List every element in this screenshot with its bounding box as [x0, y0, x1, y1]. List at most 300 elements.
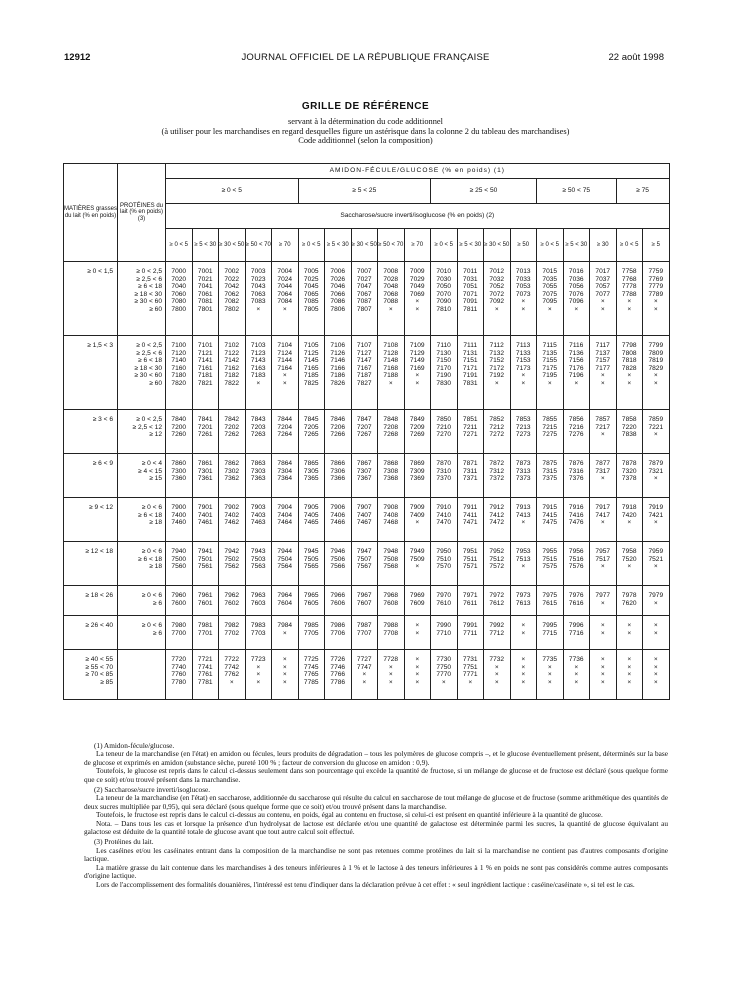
additional-code: 7176 [568, 364, 584, 372]
protein-range: ≥ 18 < 30 [134, 364, 162, 372]
additional-code: 7875 [542, 460, 558, 467]
additional-code: 7466 [330, 519, 346, 527]
additional-code: 7401 [197, 511, 213, 519]
document-subtitle [0, 117, 731, 146]
additional-code: 7727 [356, 656, 372, 663]
additional-code: 7811 [463, 305, 478, 313]
fat-range: ≥ 0 < 1,5 [87, 268, 113, 275]
additional-code: 7167 [356, 364, 372, 372]
additional-code: 7302 [224, 467, 240, 475]
additional-code: 7275 [542, 431, 558, 439]
additional-code: 7081 [197, 298, 213, 306]
additional-code: 7048 [383, 283, 399, 291]
additional-code: 7948 [383, 548, 399, 555]
code-cell [457, 586, 484, 616]
code-cell [616, 336, 643, 410]
additional-code: × [229, 678, 234, 686]
additional-code: 7992 [489, 622, 505, 629]
additional-code: 7842 [224, 416, 240, 423]
footnotes [84, 740, 668, 889]
additional-code: × [600, 372, 605, 380]
protein-range-cell [118, 650, 166, 700]
code-cell [298, 336, 325, 410]
code-cell [616, 454, 643, 498]
additional-code: 7565 [303, 563, 319, 571]
additional-code: × [415, 305, 420, 313]
additional-code: 7857 [595, 416, 611, 423]
additional-code: 7125 [303, 349, 319, 357]
protein-range-cell [118, 498, 166, 542]
additional-code: 7826 [330, 379, 346, 387]
additional-code: 7789 [648, 290, 664, 298]
additional-code: 7845 [303, 416, 319, 423]
fat-range-cell [64, 586, 118, 616]
additional-code: 7805 [303, 305, 319, 313]
additional-code: × [653, 379, 658, 387]
additional-code: 7311 [463, 467, 478, 475]
additional-code: 7871 [462, 460, 478, 467]
additional-code: 7127 [356, 349, 372, 357]
sucrose-range-header: ≥ 5 < 30 [563, 229, 590, 262]
additional-code: 7378 [621, 475, 637, 483]
additional-code: 7143 [250, 357, 266, 365]
additional-code: 7750 [436, 663, 452, 671]
code-cell [510, 262, 537, 336]
additional-code: 7765 [303, 671, 319, 679]
protein-range: ≥ 60 [149, 379, 162, 387]
fat-range-cell [64, 262, 118, 336]
code-cell [192, 454, 219, 498]
additional-code: 7873 [515, 460, 531, 467]
additional-code: 7956 [568, 548, 584, 555]
fat-range: ≥ 6 < 9 [92, 460, 113, 467]
additional-code: 7064 [277, 290, 293, 298]
additional-code: 7080 [171, 298, 187, 306]
sucrose-range-header: ≥ 30 < 50 [484, 229, 511, 262]
additional-code: 7561 [197, 563, 213, 571]
code-cell [166, 410, 193, 454]
additional-code: 7971 [462, 592, 478, 599]
code-cell [510, 410, 537, 454]
code-cell [245, 542, 272, 586]
additional-code: 7317 [595, 467, 611, 475]
additional-code: 7050 [436, 283, 452, 291]
footnote-paragraph: (2) Saccharose/sucre inverti/isoglucose. [94, 785, 211, 795]
fat-range: ≥ 18 < 26 [85, 592, 113, 599]
fat-range: ≥ 1,5 < 3 [87, 342, 113, 349]
additional-code: 7065 [303, 290, 319, 298]
code-cell [166, 586, 193, 616]
protein-range: ≥ 0 < 2,5 [136, 342, 162, 349]
additional-code: 7108 [383, 342, 399, 349]
code-cell [298, 498, 325, 542]
additional-code: 7769 [648, 275, 664, 283]
code-cell [219, 542, 246, 586]
code-cell [219, 454, 246, 498]
additional-code: 7760 [171, 671, 187, 679]
additional-code: × [600, 563, 605, 571]
code-cell [192, 586, 219, 616]
additional-code: × [494, 678, 499, 686]
additional-code: 7365 [303, 475, 319, 483]
code-cell [272, 336, 299, 410]
additional-code: 7978 [621, 592, 637, 599]
additional-code: × [521, 519, 526, 527]
additional-code: × [441, 678, 446, 686]
code-cell [351, 616, 378, 650]
additional-code: 7030 [436, 275, 452, 283]
code-cell [457, 410, 484, 454]
additional-code: × [653, 372, 658, 380]
additional-code: 7027 [356, 275, 372, 283]
additional-code: 7168 [383, 364, 399, 372]
additional-code: 7209 [409, 423, 425, 431]
additional-code: 7164 [277, 364, 293, 372]
additional-code: × [600, 629, 605, 637]
additional-code: 7472 [489, 519, 505, 527]
additional-code: 7972 [489, 592, 505, 599]
additional-code: 7067 [356, 290, 372, 298]
additional-code: 7613 [515, 599, 531, 607]
additional-code: 7995 [542, 622, 558, 629]
additional-code: 7601 [197, 599, 213, 607]
protein-range: ≥ 2,5 < 12 [132, 423, 162, 431]
code-cell [272, 542, 299, 586]
additional-code: 7003 [250, 268, 266, 275]
code-cell [431, 262, 458, 336]
additional-code: 7855 [542, 416, 558, 423]
additional-code: 7183 [250, 372, 266, 380]
additional-code: 7028 [383, 275, 399, 283]
additional-code: 7858 [621, 416, 637, 423]
additional-code: 7800 [171, 305, 187, 313]
sucrose-range-header: ≥ 70 [272, 229, 299, 262]
additional-code: 7822 [224, 379, 240, 387]
additional-code: 7267 [356, 431, 372, 439]
code-cell [563, 498, 590, 542]
additional-code: 7304 [277, 467, 293, 475]
additional-code: × [627, 379, 632, 387]
additional-code: 7076 [568, 290, 584, 298]
additional-code: 7407 [356, 511, 372, 519]
additional-code: 7129 [409, 349, 425, 357]
protein-range-cell [118, 336, 166, 410]
additional-code: 7904 [277, 504, 293, 511]
additional-code: 7102 [224, 342, 240, 349]
additional-code: 7140 [171, 357, 187, 365]
additional-code: 7017 [595, 268, 611, 275]
additional-code: 7026 [330, 275, 346, 283]
protein-range: ≥ 30 < 60 [134, 298, 162, 306]
additional-code: 7703 [250, 629, 266, 637]
additional-code: × [388, 305, 393, 313]
additional-code: 7360 [171, 475, 187, 483]
additional-code: 7147 [356, 357, 372, 365]
code-cell [351, 650, 378, 700]
additional-code: 7856 [568, 416, 584, 423]
additional-code: × [600, 678, 605, 686]
code-cell [404, 336, 431, 410]
additional-code: 7117 [595, 342, 610, 349]
additional-code: × [653, 678, 658, 686]
additional-code: 7120 [171, 349, 187, 357]
additional-code: 7905 [303, 504, 319, 511]
fat-range-cell [64, 336, 118, 410]
additional-code: 7975 [542, 592, 558, 599]
additional-code: 7828 [621, 364, 637, 372]
additional-code: 7603 [250, 599, 266, 607]
additional-code: 7462 [224, 519, 240, 527]
additional-code: 7177 [595, 364, 611, 372]
footnote-paragraph: La teneur de la marchandise (en l'état) en saccharose, additionnée du saccharose qui résulte du calcul en saccharose de tout mélange de glucose et de fructose (somme arithmétique des quantités de deux sucres multipliée par 0,95), qui sera déclaré (sous quelque forme que ce soit) et/ou trouvé présent dans la marchandise. [84, 793, 668, 811]
additional-code: 7510 [436, 555, 452, 563]
additional-code: 7504 [277, 555, 293, 563]
additional-code: × [653, 475, 658, 483]
code-cell [192, 498, 219, 542]
protein-range: ≥ 60 [149, 305, 162, 313]
code-cell [643, 410, 670, 454]
additional-code: 7363 [250, 475, 266, 483]
additional-code: 7747 [356, 663, 372, 671]
code-cell [510, 498, 537, 542]
code-cell [351, 410, 378, 454]
code-cell [404, 498, 431, 542]
fat-band-row [64, 586, 670, 616]
additional-code: × [547, 678, 552, 686]
additional-code: 7002 [224, 268, 240, 275]
code-cell [590, 454, 617, 498]
additional-code: 7087 [356, 298, 372, 306]
fat-range: ≥ 70 < 85 [85, 671, 113, 679]
additional-code: 7602 [224, 599, 240, 607]
additional-code: 7083 [250, 298, 266, 306]
code-cell [404, 586, 431, 616]
additional-code: 7850 [436, 416, 452, 423]
additional-code: 7066 [330, 290, 346, 298]
additional-code: 7200 [171, 423, 187, 431]
additional-code: 7979 [648, 592, 664, 599]
starch-group-header: ≥ 5 < 25 [298, 179, 431, 204]
additional-code: 7137 [595, 349, 611, 357]
fat-range: ≥ 40 < 55 [85, 656, 113, 663]
additional-code: 7610 [436, 599, 452, 607]
code-cell [378, 410, 405, 454]
additional-code: × [521, 372, 526, 380]
additional-code: 7730 [436, 656, 452, 663]
additional-code: × [627, 656, 632, 663]
additional-code: 7468 [383, 519, 399, 527]
additional-code: 7207 [356, 423, 372, 431]
code-cell [457, 616, 484, 650]
additional-code: 7967 [356, 592, 372, 599]
code-cell [457, 336, 484, 410]
additional-code: 7172 [489, 364, 505, 372]
code-cell [563, 586, 590, 616]
additional-code: 7980 [171, 622, 187, 629]
additional-code: 7217 [595, 423, 611, 431]
additional-code: 7808 [621, 349, 637, 357]
additional-code: 7308 [383, 467, 399, 475]
additional-code: 7521 [648, 555, 664, 563]
additional-code: 7908 [383, 504, 399, 511]
code-cell [510, 454, 537, 498]
additional-code: 7260 [171, 431, 187, 439]
code-cell [484, 454, 511, 498]
additional-code: 7044 [277, 283, 293, 291]
additional-code: 7968 [383, 592, 399, 599]
code-cell [431, 616, 458, 650]
sucrose-range-header: ≥ 50 < 70 [378, 229, 405, 262]
fat-band-row [64, 542, 670, 586]
additional-code: 7716 [568, 629, 584, 637]
additional-code: 7576 [568, 563, 584, 571]
additional-code: 7213 [515, 423, 531, 431]
code-cell [351, 262, 378, 336]
additional-code: 7520 [621, 555, 637, 563]
additional-code: 7982 [224, 622, 240, 629]
additional-code: × [547, 663, 552, 671]
additional-code: 7305 [303, 467, 319, 475]
additional-code: 7092 [489, 298, 505, 306]
additional-code: 7088 [383, 298, 399, 306]
additional-code: 7505 [303, 555, 319, 563]
additional-code: × [362, 671, 367, 679]
additional-code: 7376 [568, 475, 584, 483]
additional-code: 7973 [515, 592, 531, 599]
additional-code: × [547, 671, 552, 679]
additional-code: 7944 [277, 548, 293, 555]
additional-code: 7007 [356, 268, 372, 275]
additional-code: 7149 [409, 357, 425, 365]
code-cell [484, 498, 511, 542]
additional-code: × [600, 663, 605, 671]
protein-range-cell [118, 454, 166, 498]
additional-code: × [521, 298, 526, 306]
additional-code: 7104 [277, 342, 293, 349]
additional-code: × [521, 379, 526, 387]
code-cell [431, 586, 458, 616]
additional-code: × [521, 671, 526, 679]
additional-code: 7171 [462, 364, 478, 372]
code-cell [378, 616, 405, 650]
additional-code: 7086 [330, 298, 346, 306]
code-cell [351, 336, 378, 410]
additional-code: × [653, 431, 658, 439]
additional-code: 7847 [356, 416, 372, 423]
code-cell [404, 650, 431, 700]
sucrose-range-header: ≥ 50 < 70 [245, 229, 272, 262]
code-cell [616, 498, 643, 542]
additional-code: × [653, 671, 658, 679]
additional-code: × [600, 622, 605, 629]
additional-code: × [627, 663, 632, 671]
additional-code: 7848 [383, 416, 399, 423]
additional-code: 7409 [409, 511, 425, 519]
additional-code: 7009 [409, 268, 425, 275]
additional-code: × [282, 372, 287, 380]
additional-code: 7877 [595, 460, 611, 467]
sucrose-range-header: ≥ 0 < 5 [616, 229, 643, 262]
code-cell [166, 542, 193, 586]
additional-code: 7367 [356, 475, 372, 483]
additional-code: 7843 [250, 416, 266, 423]
fat-range: ≥ 55 < 70 [85, 663, 113, 671]
additional-code: × [282, 678, 287, 686]
additional-code: 7113 [516, 342, 531, 349]
additional-code: 7863 [250, 460, 266, 467]
code-cell [537, 650, 564, 700]
additional-code: 7165 [303, 364, 319, 372]
protein-range: ≥ 18 [149, 519, 162, 527]
additional-code: × [282, 656, 287, 663]
additional-code: 7507 [356, 555, 372, 563]
additional-code: 7091 [462, 298, 478, 306]
additional-code: 7872 [489, 460, 505, 467]
additional-code: 7606 [330, 599, 346, 607]
additional-code: × [282, 305, 287, 313]
additional-code: 7128 [383, 349, 399, 357]
additional-code: × [388, 379, 393, 387]
protein-range: ≥ 6 [152, 599, 162, 607]
additional-code: 7846 [330, 416, 346, 423]
additional-code: 7849 [409, 416, 425, 423]
additional-code: × [415, 629, 420, 637]
code-cell [510, 542, 537, 586]
additional-code: 7700 [171, 629, 187, 637]
protein-range: ≥ 15 [149, 475, 162, 483]
additional-code: 7570 [436, 563, 452, 571]
additional-code: × [547, 305, 552, 313]
additional-code: 7909 [409, 504, 425, 511]
code-cell [272, 410, 299, 454]
additional-code: 7759 [648, 268, 664, 275]
additional-code: 7809 [648, 349, 664, 357]
additional-code: 7506 [330, 555, 346, 563]
additional-code: 7271 [462, 431, 478, 439]
fat-range: ≥ 26 < 40 [85, 622, 113, 629]
additional-code: 7212 [489, 423, 505, 431]
sucrose-range-header: ≥ 30 [590, 229, 617, 262]
code-cell [590, 336, 617, 410]
additional-code: 7961 [197, 592, 213, 599]
additional-code: 7712 [489, 629, 505, 637]
code-cell [325, 410, 352, 454]
additional-code: 7960 [171, 592, 187, 599]
additional-code: 7604 [277, 599, 293, 607]
additional-code: 7865 [303, 460, 319, 467]
additional-code: 7413 [515, 511, 531, 519]
additional-code: 7715 [542, 629, 558, 637]
code-cell [457, 454, 484, 498]
additional-code: 7182 [224, 372, 240, 380]
code-cell [643, 586, 670, 616]
additional-code: 7415 [542, 511, 558, 519]
additional-code: 7785 [303, 678, 319, 686]
sucrose-range-header: ≥ 0 < 5 [166, 229, 193, 262]
additional-code: 7404 [277, 511, 293, 519]
additional-code: 7501 [197, 555, 213, 563]
additional-code: × [627, 519, 632, 527]
journal-title: JOURNAL OFFICIEL DE LA RÉPUBLIQUE FRANÇAISE [241, 52, 490, 63]
code-cell [457, 542, 484, 586]
additional-code: × [600, 671, 605, 679]
additional-code: 7161 [197, 364, 213, 372]
code-cell [537, 262, 564, 336]
additional-code: 7264 [277, 431, 293, 439]
additional-code: 7192 [489, 372, 505, 380]
additional-code: × [415, 671, 420, 679]
additional-code: 7820 [171, 379, 187, 387]
